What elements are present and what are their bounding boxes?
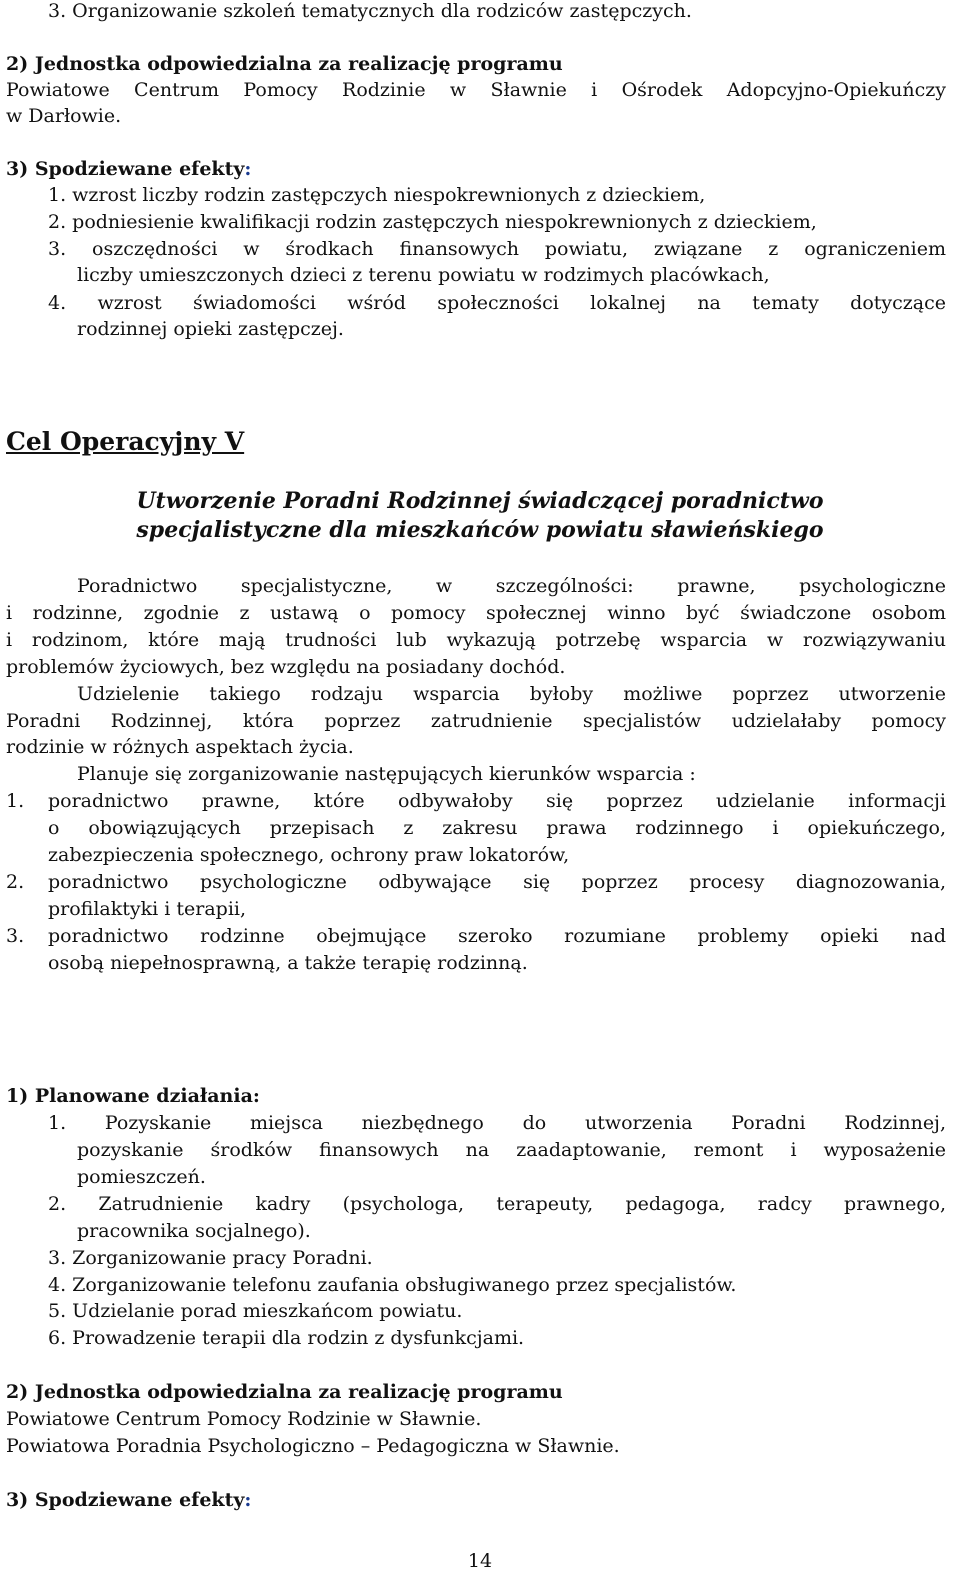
list-item: 1. Pozyskanie miejsca niezbędnego do utworzenia Poradni Rodzinnej, xyxy=(48,1112,946,1134)
section-heading: 3) Spodziewane efekty: xyxy=(6,158,252,180)
list-item: 4. wzrost świadomości wśród społeczności lokalnej na tematy dotyczące xyxy=(48,292,946,314)
paragraph-line: Planuje się zorganizowanie następujących kierunków wsparcia : xyxy=(77,763,696,785)
paragraph-line: i rodzinne, zgodnie z ustawą o pomocy społecznej winno być świadczone osobom xyxy=(6,602,946,624)
list-item-continuation: profilaktyki i terapii, xyxy=(48,898,247,920)
paragraph-line: Poradni Rodzinnej, która poprzez zatrudnienie specjalistów udzielałaby pomocy xyxy=(6,710,946,732)
list-item: poradnictwo psychologiczne odbywające się poprzez procesy diagnozowania, xyxy=(48,871,946,893)
page-number: 14 xyxy=(467,1550,493,1572)
list-item-continuation: liczby umieszczonych dzieci z terenu powiatu w rodzimych placówkach, xyxy=(77,264,770,286)
section-heading: 1) Planowane działania: xyxy=(6,1085,260,1107)
paragraph-line: Poradnictwo specjalistyczne, w szczególności: prawne, psychologiczne xyxy=(77,575,946,597)
list-number: 2. xyxy=(6,871,25,893)
paragraph-line: Powiatowa Poradnia Psychologiczno – Pedagogiczna w Sławnie. xyxy=(6,1435,620,1457)
list-item: poradnictwo rodzinne obejmujące szeroko rozumiane problemy opieki nad xyxy=(48,925,946,947)
list-item: poradnictwo prawne, które odbywałoby się poprzez udzielanie informacji xyxy=(48,790,946,812)
section-heading: 2) Jednostka odpowiedzialna za realizację programu xyxy=(6,53,563,75)
list-item-continuation: zabezpieczenia społecznego, ochrony praw lokatorów, xyxy=(48,844,570,866)
list-number: 3. xyxy=(6,925,25,947)
list-item: 2. Zatrudnienie kadry (psychologa, terapeuty, pedagoga, radcy prawnego, xyxy=(48,1193,946,1215)
list-item: 5. Udzielanie porad mieszkańcom powiatu. xyxy=(48,1300,463,1322)
list-item: 2. podniesienie kwalifikacji rodzin zastępczych niespokrewnionych z dzieckiem, xyxy=(48,211,817,233)
paragraph-line: Powiatowe Centrum Pomocy Rodzinie w Sławnie i Ośrodek Adopcyjno-Opiekuńczy xyxy=(6,79,946,101)
section-title: Cel Operacyjny V xyxy=(6,427,245,456)
list-item: 3. Zorganizowanie pracy Poradni. xyxy=(48,1247,373,1269)
list-item: 4. Zorganizowanie telefonu zaufania obsługiwanego przez specjalistów. xyxy=(48,1274,737,1296)
paragraph-line: i rodzinom, które mają trudności lub wykazują potrzebę wsparcia w rozwiązywaniu xyxy=(6,629,946,651)
list-item: 1. wzrost liczby rodzin zastępczych niespokrewnionych z dzieckiem, xyxy=(48,184,706,206)
list-item: 3. oszczędności w środkach finansowych powiatu, związane z ograniczeniem xyxy=(48,238,946,260)
paragraph-line: Udzielenie takiego rodzaju wsparcia byłoby możliwe poprzez utworzenie xyxy=(77,683,946,705)
list-item-continuation: rodzinnej opieki zastępczej. xyxy=(77,318,344,340)
paragraph-line: problemów życiowych, bez względu na posiadany dochód. xyxy=(6,656,566,678)
list-item-continuation: pracownika socjalnego). xyxy=(77,1220,311,1242)
paragraph-line: Powiatowe Centrum Pomocy Rodzinie w Sławnie. xyxy=(6,1408,482,1430)
section-subtitle: specjalistyczne dla mieszkańców powiatu sławieńskiego xyxy=(136,517,824,543)
list-item-continuation: osobą niepełnosprawną, a także terapię rodzinną. xyxy=(48,952,528,974)
section-subtitle: Utworzenie Poradni Rodzinnej świadczącej poradnictwo xyxy=(136,488,824,514)
list-number: 1. xyxy=(6,790,25,812)
list-item-continuation: pozyskanie środków finansowych na zaadaptowanie, remont i wyposażenie xyxy=(77,1139,946,1161)
list-item-continuation: pomieszczeń. xyxy=(77,1166,206,1188)
paragraph-line: rodzinie w różnych aspektach życia. xyxy=(6,736,354,758)
section-heading: 3) Spodziewane efekty: xyxy=(6,1489,252,1511)
list-item-continuation: o obowiązujących przepisach z zakresu prawa rodzinnego i opiekuńczego, xyxy=(48,817,946,839)
paragraph-line: w Darłowie. xyxy=(6,105,122,127)
list-item: 6. Prowadzenie terapii dla rodzin z dysfunkcjami. xyxy=(48,1327,525,1349)
section-heading: 2) Jednostka odpowiedzialna za realizację programu xyxy=(6,1381,563,1403)
list-item: 3. Organizowanie szkoleń tematycznych dla rodziców zastępczych. xyxy=(48,0,692,22)
